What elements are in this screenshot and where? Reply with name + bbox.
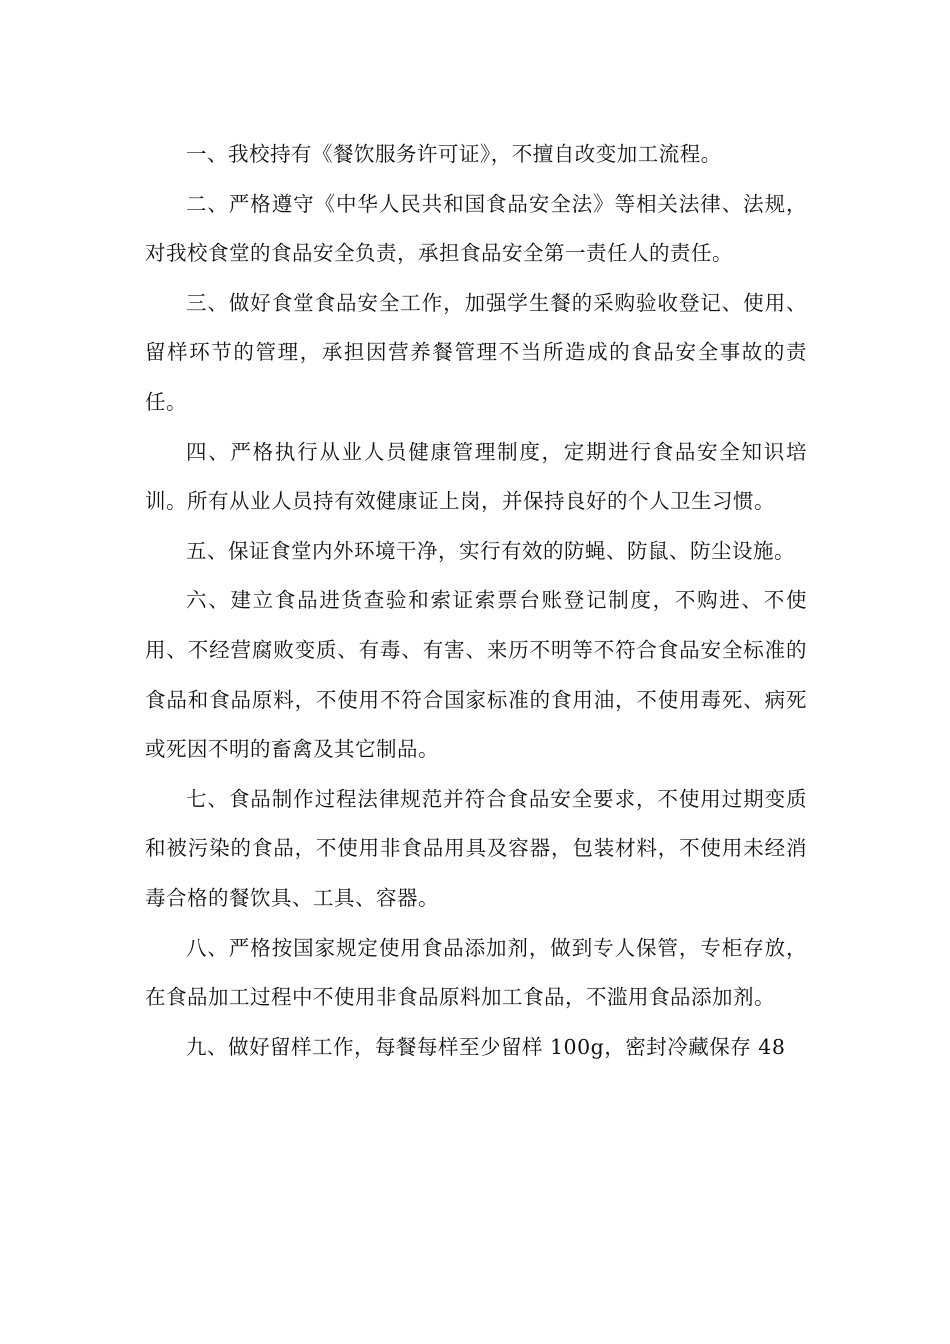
paragraph-7: 七、食品制作过程法律规范并符合食品安全要求，不使用过期变质和被污染的食品，不使用非食品用具及容器，包装材料，不使用未经消毒合格的餐饮具、工具、容器。 bbox=[145, 786, 807, 910]
paragraph-8: 八、严格按国家规定使用食品添加剂，做到专人保管，专柜存放，在食品加工过程中不使用非食品原料加工食品，不滥用食品添加剂。 bbox=[145, 935, 807, 1010]
paragraph-4: 四、严格执行从业人员健康管理制度，定期进行食品安全知识培训。所有从业人员持有效健康证上岗，并保持良好的个人卫生习惯。 bbox=[145, 439, 807, 514]
paragraph-3: 三、做好食堂食品安全工作，加强学生餐的采购验收登记、使用、留样环节的管理，承担因营养餐管理不当所造成的食品安全事故的责任。 bbox=[145, 290, 807, 414]
paragraph-1: 一、我校持有《餐饮服务许可证》，不擅自改变加工流程。 bbox=[186, 142, 722, 166]
paragraph-6: 六、建立食品进货查验和索证索票台账登记制度，不购进、不使用、不经营腐败变质、有毒、有害、来历不明等不符合食品安全标准的食品和食品原料，不使用不符合国家标准的食用油，不使用毒死、病死或死因不明的畜禽及其它制品。 bbox=[145, 588, 807, 762]
document-body bbox=[145, 130, 807, 1072]
paragraph-5: 五、保证食堂内外环境干净，实行有效的防蝇、防鼠、防尘设施。 bbox=[186, 538, 795, 563]
paragraph-9: 九、做好留样工作，每餐每样至少留样 100g，密封冷藏保存 48 bbox=[186, 1034, 786, 1059]
paragraph-2: 二、严格遵守《中华人民共和国食品安全法》等相关法律、法规，对我校食堂的食品安全负责，承担食品安全第一责任人的责任。 bbox=[145, 191, 807, 266]
